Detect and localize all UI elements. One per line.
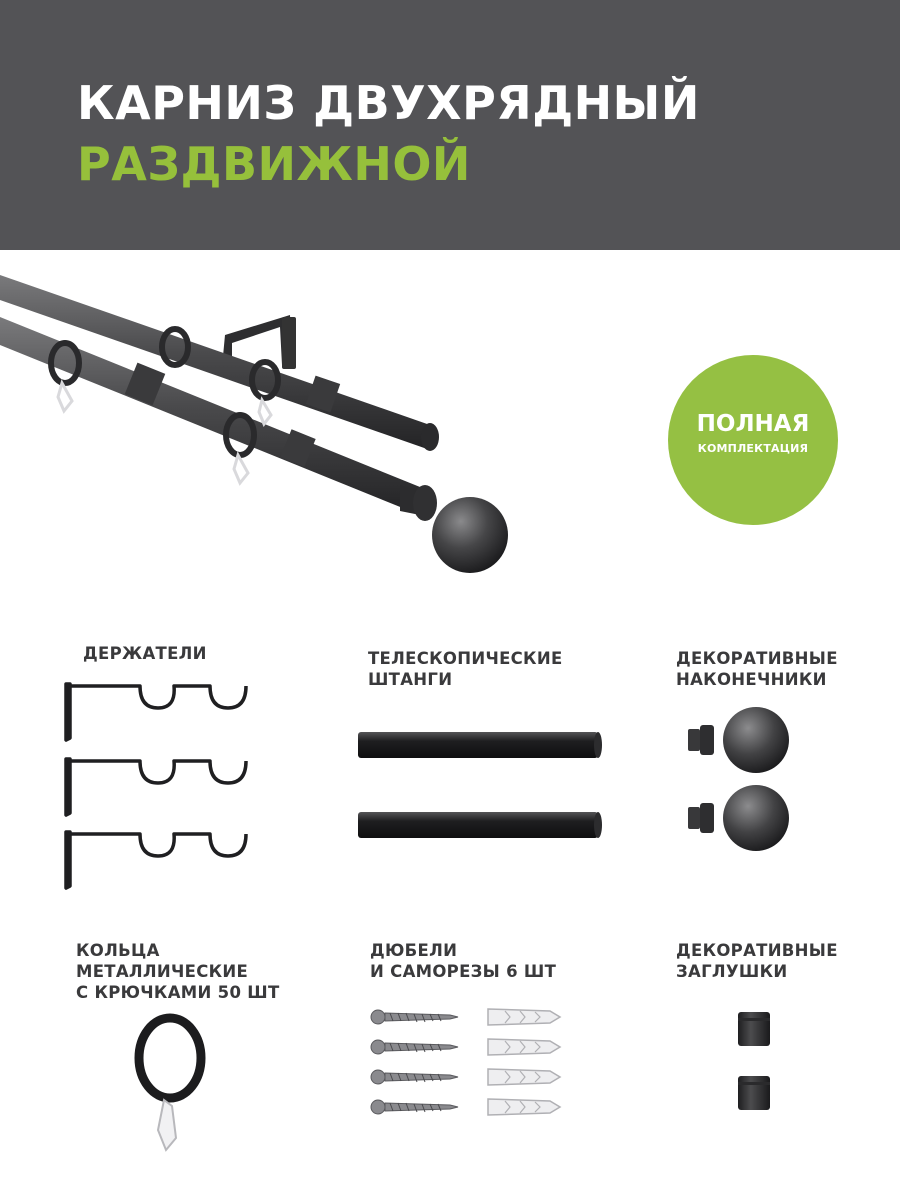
item-label-caps: ДЕКОРАТИВНЫЕ ЗАГЛУШКИ — [676, 941, 838, 981]
item-label-rods: ТЕЛЕСКОПИЧЕСКИЕ ШТАНГИ — [368, 649, 563, 689]
curtain-rod-product-image — [0, 255, 520, 585]
bracket-holder-icon — [60, 680, 260, 890]
end-cap-icon — [736, 1010, 776, 1115]
badge-title: ПОЛНАЯ — [696, 411, 810, 437]
item-label-screws: ДЮБЕЛИ И САМОРЕЗЫ 6 ШТ — [370, 941, 557, 981]
header-banner — [0, 0, 900, 250]
item-label-holders: ДЕРЖАТЕЛИ — [83, 644, 207, 663]
ball-finial-icon — [686, 707, 796, 862]
page-title: КАРНИЗ ДВУХРЯДНЫЙ — [77, 76, 700, 130]
ring-hook-icon — [130, 1010, 230, 1160]
full-set-badge — [668, 355, 838, 525]
badge-subtitle: КОМПЛЕКТАЦИЯ — [697, 442, 809, 455]
item-label-rings: КОЛЬЦА МЕТАЛЛИЧЕСКИЕ С КРЮЧКАМИ 50 ШТ — [76, 941, 280, 1002]
item-label-finials: ДЕКОРАТИВНЫЕ НАКОНЕЧНИКИ — [676, 649, 838, 689]
page-subtitle: РАЗДВИЖНОЙ — [77, 137, 471, 191]
screw-dowel-icon — [370, 1005, 565, 1125]
telescopic-rod-icon — [358, 730, 603, 845]
